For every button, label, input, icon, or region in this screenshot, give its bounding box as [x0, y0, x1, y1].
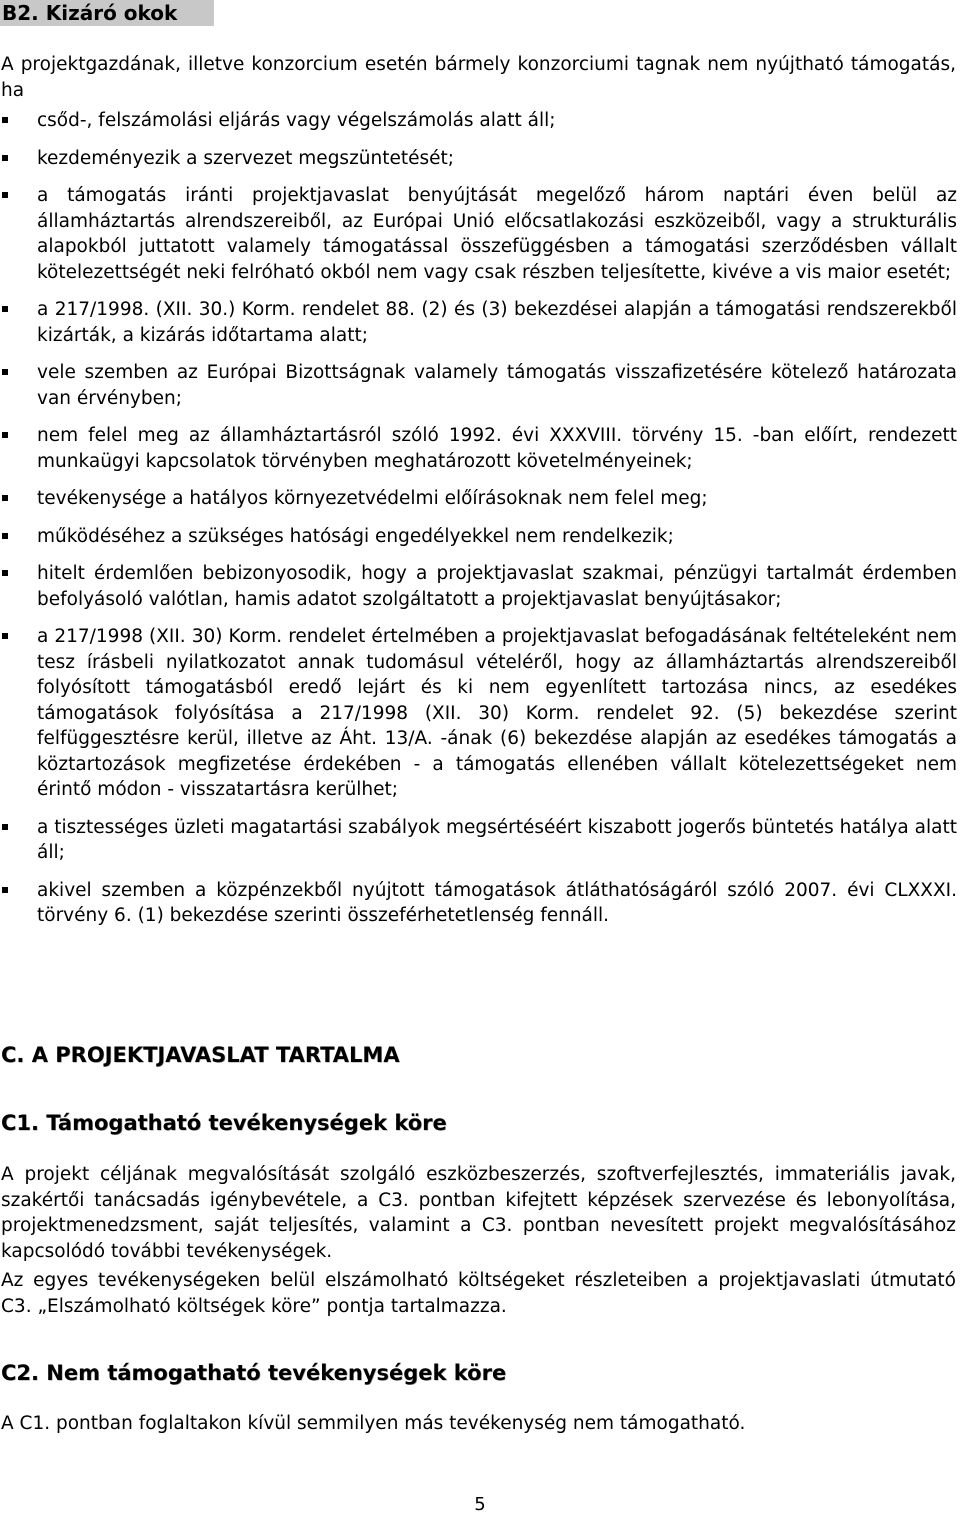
c2-paragraph-1: A C1. pontban foglaltakon kívül semmilyen más tevékenység nem támogatható. — [1, 1413, 746, 1434]
list-item-text: a 217/1998. (XII. 30.) Korm. rendelet 88. (2) és (3) bekezdései alapján a támogatási rendszerekből kizárták, a kizárás időtartama alatt; — [37, 299, 957, 346]
list-item — [0, 146, 957, 172]
bullet-square-icon — [2, 495, 8, 501]
bullet-square-icon — [2, 155, 8, 161]
list-item-text: működéséhez a szükséges hatósági engedélyekkel nem rendelkezik; — [37, 525, 674, 547]
list-item — [0, 297, 957, 348]
list-item-text: a 217/1998 (XII. 30) Korm. rendelet értelmében a projektjavaslat befogadásának feltételeként nem tesz írásbeli nyilatkozatot annak tudomásul vételéről, hogy az államháztartás alrendszereiből folyósított támogatásból eredő lejárt és ki nem egyenlített tartozása nincs, az esedékes támogatások folyósítása a 217/1998 (XII. 30) Korm. rendelet 92. (5) bekezdése szerint felfüggesztésre kerül, illetve az Áht. 13/A. -ának (6) bekezdése alapján az esedékes támogatás a köztartozások megfizetése érdekében - a támogatás ellenében vállalt kötelezettségeket nem érintő módon - visszatartásra kerülhet; — [37, 626, 957, 800]
list-item — [0, 624, 957, 803]
list-item-text: vele szemben az Európai Bizottságnak valamely támogatás visszafizetésére kötelező határozata van érvényben; — [37, 362, 957, 409]
bullet-square-icon — [2, 533, 8, 539]
bullet-square-icon — [2, 824, 8, 830]
bullet-square-icon — [2, 633, 8, 639]
section-heading-c1: C1. Támogatható tevékenységek köre — [1, 1111, 447, 1135]
bullet-square-icon — [2, 306, 8, 312]
page-number: 5 — [474, 1494, 486, 1515]
b2-intro-paragraph: A projektgazdának, illetve konzorcium esetén bármely konzorciumi tagnak nem nyújtható támogatás, ha — [1, 54, 956, 101]
bullet-square-icon — [2, 432, 8, 438]
section-heading-c: C. A PROJEKTJAVASLAT TARTALMA — [1, 1043, 400, 1067]
list-item — [0, 815, 957, 866]
bullet-square-icon — [2, 570, 8, 576]
list-item-text: a tisztességes üzleti magatartási szabályok megsértéséért kiszabott jogerős büntetés hatálya alatt áll; — [37, 816, 957, 863]
bullet-square-icon — [2, 192, 8, 198]
list-item-text: csőd-, felszámolási eljárás vagy végelszámolás alatt áll; — [37, 110, 556, 131]
list-item — [0, 524, 957, 550]
c1-paragraph-2: Az egyes tevékenységeken belül elszámolható költségeket részleteiben a projektjavaslati útmutató C3. „Elszámolható költségek köre” pontja tartalmazza. — [1, 1270, 956, 1317]
list-item-text: tevékenysége a hatályos környezetvédelmi előírásoknak nem felel meg; — [37, 488, 708, 509]
bullet-square-icon — [2, 887, 8, 893]
list-item — [0, 360, 957, 411]
list-item — [0, 423, 957, 474]
list-item — [0, 108, 957, 134]
list-item-text: akivel szemben a közpénzekből nyújtott támogatások átláthatóságáról szóló 2007. évi CLXXXI. törvény 6. (1) bekezdése szerinti összeférhetetlenség fennáll. — [37, 879, 957, 926]
section-heading-b2: B2. Kizáró okok — [0, 0, 214, 26]
list-item-text: nem felel meg az államháztartásról szóló 1992. évi XXXVIII. törvény 15. -ban előírt, rendezett munkaügyi kapcsolatok törvényben meghatározott követelményeinek; — [37, 425, 957, 472]
list-item — [0, 561, 957, 612]
list-item — [0, 486, 957, 512]
bullet-square-icon — [2, 117, 8, 123]
list-item-text: a támogatás iránti projektjavaslat benyújtását megelőző három naptári éven belül az államháztartás alrendszereiből, az Európai Unió előcsatlakozási eszközeiből, vagy a strukturális alapokból juttatott valamely támogatással összefüggésben a támogatási szerződésben vállalt kötelezettségét neki felróható okból nem vagy csak részben teljesítette, kivéve a vis maior esetét; — [37, 185, 957, 283]
c1-paragraph-1: A projekt céljának megvalósítását szolgáló eszközbeszerzés, szoftverfejlesztés, immateriális javak, szakértői tanácsadás igénybevétele, a C3. pontban kifejtett képzések szervezése és lebonyolítása, projektmenedzsment, saját teljesítés, valamint a C3. pontban nevesített projekt megvalósításához kapcsolódó további tevékenységek. — [1, 1164, 956, 1262]
exclusion-list — [0, 108, 957, 941]
bullet-square-icon — [2, 369, 8, 375]
list-item — [0, 878, 957, 929]
list-item-text: hitelt érdemlően bebizonyosodik, hogy a projektjavaslat szakmai, pénzügyi tartalmát érdemben befolyásoló valótlan, hamis adatot szolgáltatott a projektjavaslat benyújtásakor; — [37, 563, 957, 610]
section-heading-c2: C2. Nem támogatható tevékenységek köre — [1, 1361, 507, 1385]
list-item — [0, 183, 957, 285]
list-item-text: kezdeményezik a szervezet megszüntetését; — [37, 147, 455, 169]
